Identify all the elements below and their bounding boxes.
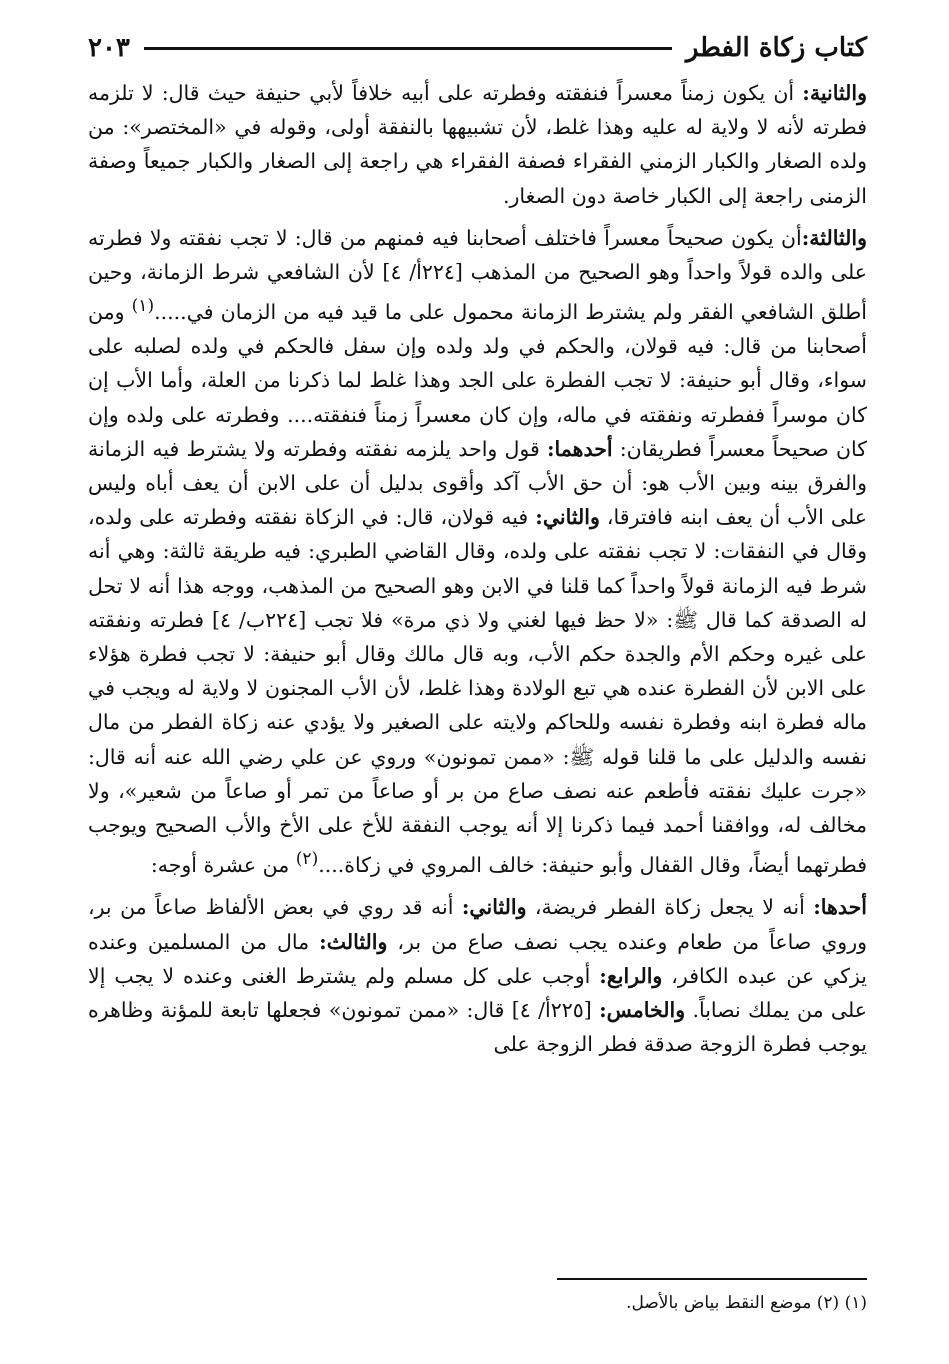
- section-term: والثالثة:: [801, 225, 867, 250]
- paragraph-text: من عشرة أوجه:: [150, 853, 296, 878]
- section-term: والثالث:: [319, 929, 388, 954]
- paragraph-third-case: [88, 221, 867, 883]
- paragraph-text: أنه قد روي في بعض الألفاظ صاعاً من بر، وروي صاعاً من طعام وعنده يجب نصف صاع من بر،: [88, 895, 867, 954]
- section-term: والثانية:: [802, 81, 867, 105]
- section-term: والثاني:: [535, 505, 600, 530]
- paragraph-text: قول واحد يلزمه نفقته وفطرته ولا يشترط فيه الزمانة والفرق بينه وبين الأب هو: أن حق الأب آكد وأقوى بدليل أن على الابن أن يعف أباه وليس على الأب أن يعف ابنه فافترقا،: [88, 436, 868, 530]
- paragraph-ten-aspects: [88, 890, 867, 1061]
- section-term: أحدها:: [813, 895, 867, 920]
- paragraph-text: مال من المسلمين وعنده يزكي عن عبده الكافر،: [88, 929, 867, 988]
- chapter-title: كتاب زكاة الفطر: [685, 33, 867, 63]
- paragraph-text: [٢٢٥أ/ ٤] قال: «ممن تمونون» فجعلها تابعة للمؤنة وظاهره يوجب فطرة الزوجة صدقة فطر الزوجة على: [88, 997, 867, 1057]
- section-term: والرابع:: [599, 963, 663, 988]
- footnote-divider: [557, 1278, 867, 1280]
- running-header: [88, 26, 867, 70]
- page-number: ٢٠٣: [88, 33, 130, 63]
- paragraph-text: أنه لا يجعل زكاة الفطر فريضة،: [526, 895, 814, 920]
- paragraph-second-case: [88, 76, 867, 213]
- paragraph-text: ومن أصحابنا من قال: فيه قولان، والحكم في ولد ولده وإن سفل فالحكم في ولده لصلبه على سواء، وقال أبو حنيفة: لا تجب الفطرة على الجد وهذا غلط لما ذكرنا من العلة، وأما الأب إن كان موسراً ففطرته ونفقته في ماله، وإن كان معسراً زمناً فنفقته.... وفطرته على ولده وإن كان صحيحاً معسراً فطريقان:: [88, 300, 867, 461]
- footnote-ref: (١): [131, 296, 155, 317]
- section-term: والخامس:: [599, 997, 686, 1022]
- section-term: أحدهما:: [546, 436, 613, 461]
- paragraph-text: فيه قولان، قال: في الزكاة نفقته وفطرته على ولده، وقال في النفقات: لا تجب نفقته على ولده، وقال القاضي الطبري: فيه طريقة ثالثة: وهي أنه شرط فيه الزمانة قولاً واحداً كما قلنا في الابن وهو الصحيح من المذهب، ووجه هذا أنه لا تحل له الصدقة كما قال ﷺ: «لا حظ فيها لغني ولا ذي مرة» فلا تجب [٢٢٤ب/ ٤] فطرته ونفقته على غيره وحكم الأم والجدة حكم الأب، وبه قال مالك وقال أبو حنيفة: لا تجب فطرة هؤلاء على الابن لأن الفطرة عنده هي تبع الولادة وهذا غلط، لأن الأب المجنون لا ولاية له ويجب في ماله فطرة ابنه وفطرة نفسه وللحاكم ولايته على الصغير ولا يؤدي عنه زكاة الفطر من مال نفسه والدليل على ما قلنا قوله ﷺ: «ممن تمونون» وروي عن علي رضي الله عنه أنه قال: «جرت عليك نفقته فأطعم عنه نصف صاع من بر أو صاعاً من تمر أو صاعاً من شعير»، ولا مخالف له، ووافقنا أحمد فيما ذكرنا إلا أنه يوجب النفقة للأخ على الأخ والأب الصحيح ويوجب فطرتهما أيضاً، وقال القفال وأبو حنيفة: خالف المروي في زكاة....: [88, 505, 867, 878]
- paragraph-text: أن يكون زمناً معسراً فنفقته وفطرته على أبيه خلافاً لأبي حنيفة حيث قال: لا تلزمه فطرته لأنه لا ولاية له عليه وهذا غلط، لأن تشبيهها بالنفقة أولى، وقوله في «المختصر»: من ولده الصغار والكبار الزمني الفقراء فصفة الفقراء هي راجعة إلى الصغار والكبار جميعاً وصفة الزمنى راجعة إلى الكبار خاصة دون الصغار.: [88, 81, 867, 208]
- paragraph-text: أن يكون صحيحاً معسراً فاختلف أصحابنا فيه فمنهم من قال: لا تجب نفقته ولا فطرته على والده قولاً واحداً وهو الصحيح من المذهب [٢٢٤أ/ ٤] لأن الشافعي شرط الزمانة، وحين أطلق الشافعي الفقر ولم يشترط الزمانة محمول على ما قيد فيه من الزمان في.....: [88, 225, 867, 325]
- section-term: والثاني:: [461, 895, 527, 920]
- paragraph-text: أوجب على كل مسلم ولم يشترط الغنى وعنده لا يجب إلا على من يملك نصاباً.: [88, 963, 868, 1022]
- footnote: (١) (٢) موضع النقط بياض بالأصل.: [626, 1293, 867, 1313]
- main-text: [88, 76, 867, 1061]
- header-rule: [144, 47, 672, 50]
- footnote-ref: (٢): [295, 849, 319, 870]
